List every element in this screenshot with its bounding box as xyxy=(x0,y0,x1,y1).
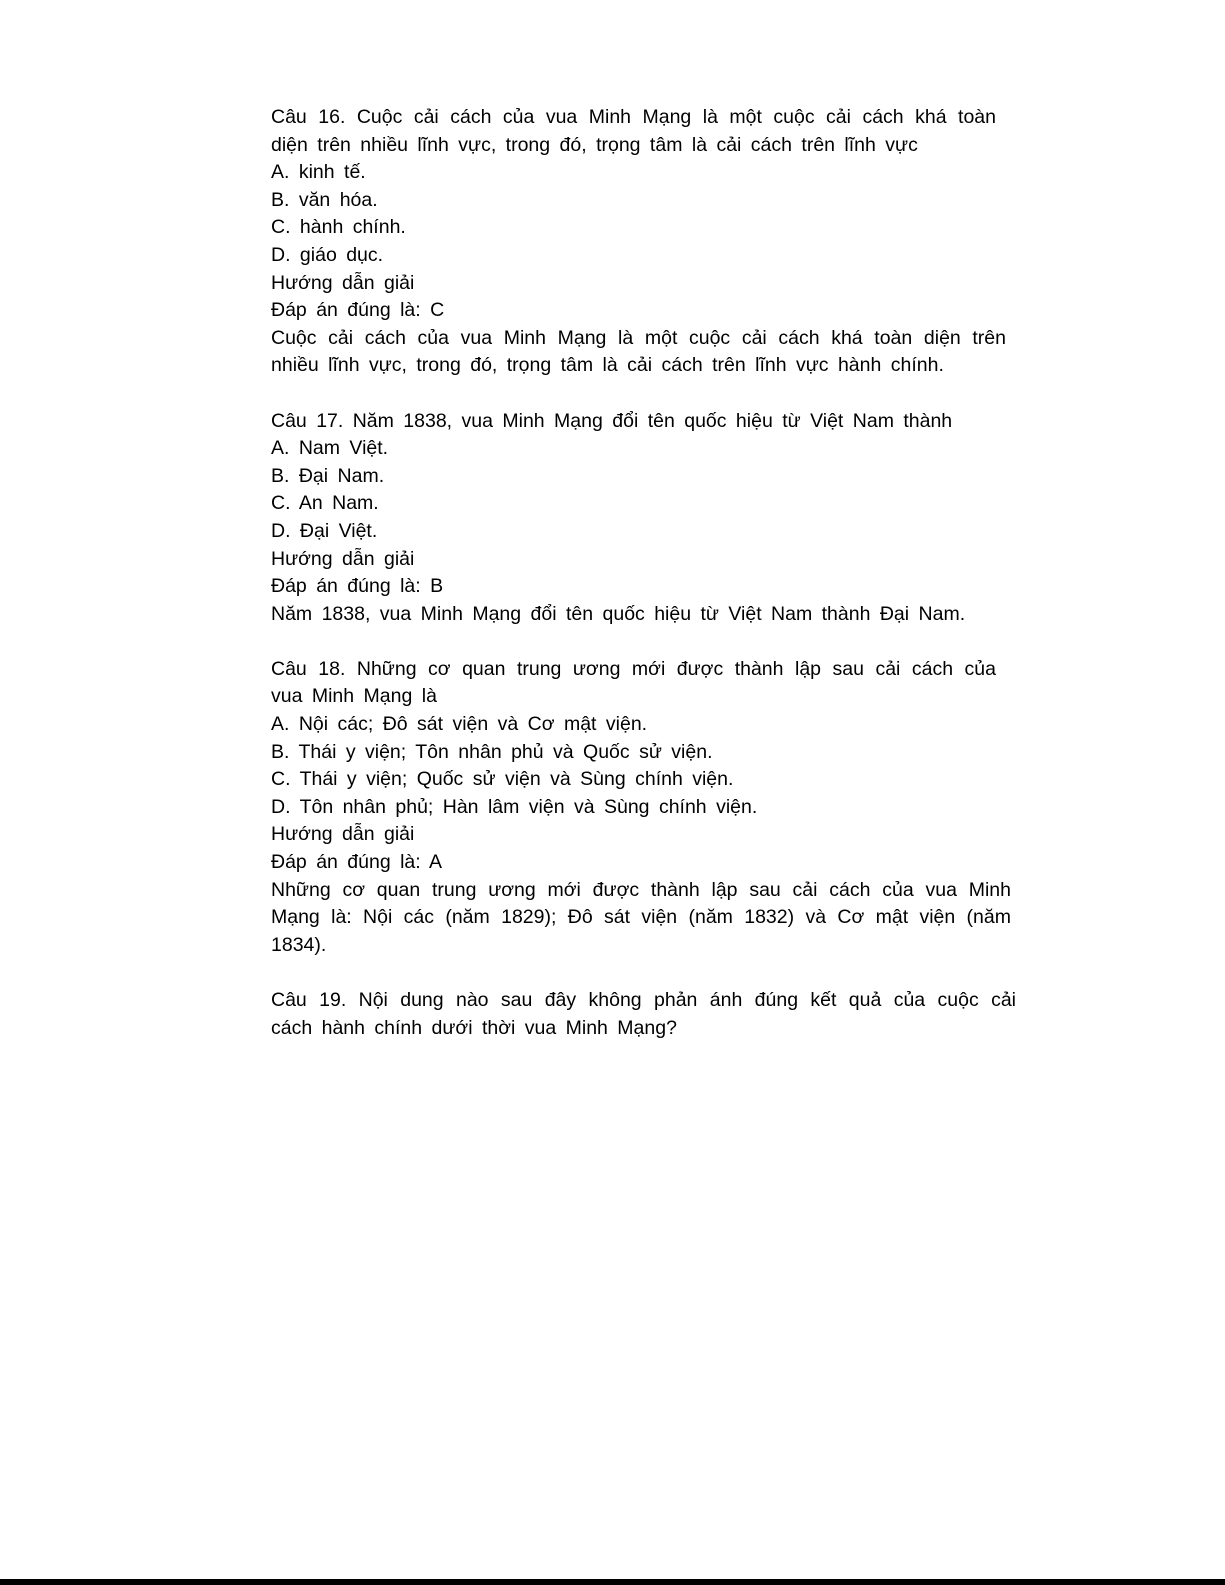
option-a: A. Nội các; Đô sát viện và Cơ mật viện. xyxy=(271,713,648,736)
option-b: B. Đại Nam. xyxy=(271,464,385,487)
option-a: A. Nam Việt. xyxy=(271,437,389,460)
guide-label: Hướng dẫn giải xyxy=(271,823,415,846)
page-bottom-border xyxy=(0,1579,1225,1585)
explanation-text: Năm 1838, vua Minh Mạng đổi tên quốc hiệu từ Việt Nam thành Đại Nam. xyxy=(271,602,966,625)
answer-line: Đáp án đúng là: B xyxy=(271,575,444,598)
guide-label: Hướng dẫn giải xyxy=(271,547,415,570)
option-d: D. Tôn nhân phủ; Hàn lâm viện và Sùng chính viện. xyxy=(271,795,758,818)
option-b: B. Thái y viện; Tôn nhân phủ và Quốc sử viện. xyxy=(271,740,713,763)
question-block-17 xyxy=(271,408,1031,629)
option-c: C. An Nam. xyxy=(271,492,379,515)
option-d: D. giáo dục. xyxy=(271,243,384,266)
question-text: Câu 19. Nội dung nào sau đây không phản ánh đúng kết quả của cuộc cải cách hành chính dưới thời vua Minh Mạng? xyxy=(271,989,1016,1039)
guide-label: Hướng dẫn giải xyxy=(271,271,415,294)
option-c: C. hành chính. xyxy=(271,216,406,239)
option-d: D. Đại Việt. xyxy=(271,519,378,542)
option-b: B. văn hóa. xyxy=(271,188,378,211)
question-text: Câu 17. Năm 1838, vua Minh Mạng đổi tên quốc hiệu từ Việt Nam thành xyxy=(271,409,953,432)
question-text: Câu 16. Cuộc cải cách của vua Minh Mạng là một cuộc cải cách khá toàn diện trên nhiều lĩnh vực, trong đó, trọng tâm là cải cách trên lĩnh vực xyxy=(271,106,996,156)
question-block-16 xyxy=(271,104,1031,380)
question-block-19 xyxy=(271,987,1031,1042)
question-block-18 xyxy=(271,656,1031,960)
answer-line: Đáp án đúng là: A xyxy=(271,851,443,874)
answer-line: Đáp án đúng là: C xyxy=(271,299,445,322)
option-a: A. kinh tế. xyxy=(271,161,366,184)
question-text: Câu 18. Những cơ quan trung ương mới được thành lập sau cải cách của vua Minh Mạng là xyxy=(271,657,996,708)
explanation-text: Những cơ quan trung ương mới được thành lập sau cải cách của vua Minh Mạng là: Nội các (năm 1829); Đô sát viện (năm 1832) và Cơ mật viện (năm 1834). xyxy=(271,878,1011,956)
option-c: C. Thái y viện; Quốc sử viện và Sùng chính viện. xyxy=(271,768,734,791)
document-content xyxy=(271,104,1031,1070)
explanation-text: Cuộc cải cách của vua Minh Mạng là một cuộc cải cách khá toàn diện trên nhiều lĩnh vực, trong đó, trọng tâm là cải cách trên lĩnh vực hành chính. xyxy=(271,326,1006,377)
